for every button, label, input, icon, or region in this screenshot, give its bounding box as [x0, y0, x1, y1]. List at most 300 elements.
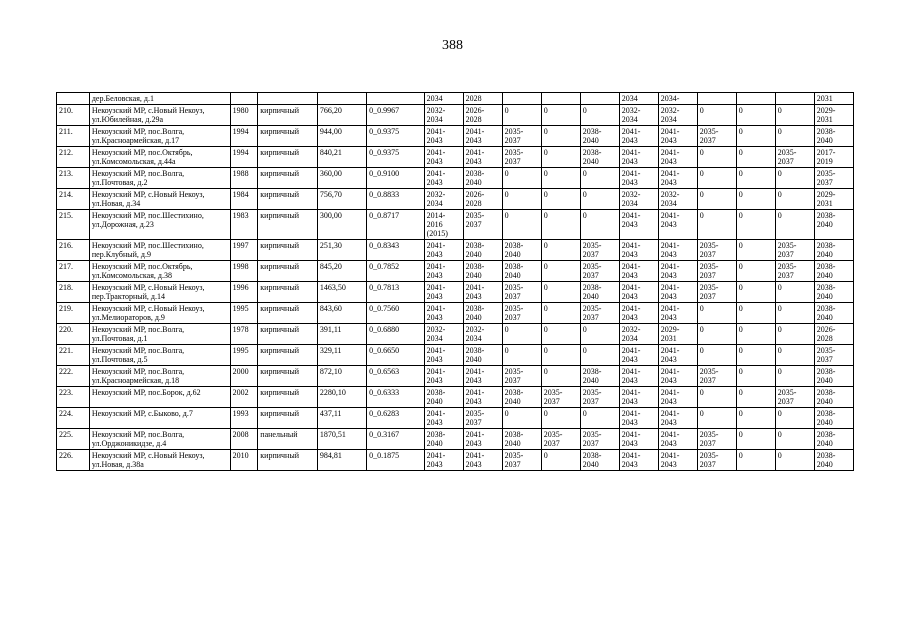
cell-work-9: 0 [736, 126, 775, 147]
cell-work-2: 2038-2040 [463, 303, 502, 324]
cell-work-3: 2035-2037 [502, 282, 541, 303]
cell-work-7: 2041-2043 [658, 147, 697, 168]
cell-work-4: 0 [541, 168, 580, 189]
cell-coef: 0_0.8343 [367, 240, 425, 261]
cell-work-8: 2035-2037 [697, 282, 736, 303]
cell-work-7: 2041-2043 [658, 345, 697, 366]
cell-work-10: 0 [775, 282, 814, 303]
cell-work-5: 2035-2037 [580, 261, 619, 282]
cell-work-2: 2041-2043 [463, 429, 502, 450]
cell-material: кирпичный [258, 387, 318, 408]
cell-coef: 0_0.9375 [367, 147, 425, 168]
cell-year: 2008 [230, 429, 258, 450]
cell-work-8: 0 [697, 147, 736, 168]
cell-material: кирпичный [258, 324, 318, 345]
cell-work-8: 2035-2037 [697, 126, 736, 147]
cell-coef: 0_0.9967 [367, 105, 425, 126]
cell-coef: 0_0.6650 [367, 345, 425, 366]
table-row-continued [57, 93, 854, 105]
cell-work-2: 2041-2043 [463, 387, 502, 408]
cell-work-9: 0 [736, 366, 775, 387]
cell-material: кирпичный [258, 240, 318, 261]
cell-work-11: 2038-2040 [814, 282, 853, 303]
cell-work-6: 2034 [619, 93, 658, 105]
page-number: 388 [442, 38, 463, 53]
cell-work-3: 0 [502, 345, 541, 366]
cell-num: 224. [57, 408, 90, 429]
cell-work-4: 0 [541, 366, 580, 387]
cell-work-2: 2035-2037 [463, 210, 502, 240]
cell-work-10: 2035-2037 [775, 147, 814, 168]
cell-work-9: 0 [736, 210, 775, 240]
cell-work-9: 0 [736, 105, 775, 126]
cell-work-2: 2028 [463, 93, 502, 105]
cell-coef: 0_0.7813 [367, 282, 425, 303]
cell-work-11: 2017-2019 [814, 147, 853, 168]
cell-work-3: 2035-2037 [502, 147, 541, 168]
cell-work-4: 2035-2037 [541, 429, 580, 450]
cell-material: кирпичный [258, 366, 318, 387]
cell-work-11: 2038-2040 [814, 303, 853, 324]
cell-coef: 0_0.9375 [367, 126, 425, 147]
cell-work-10: 2035-2037 [775, 387, 814, 408]
cell-work-1: 2014-2016 (2015) [424, 210, 463, 240]
table-row [57, 303, 854, 324]
cell-work-11: 2038-2040 [814, 450, 853, 471]
cell-address: Некоузский МР, пос.Борок, д.62 [89, 387, 230, 408]
cell-area: 944,00 [317, 126, 366, 147]
cell-work-5: 2038-2040 [580, 366, 619, 387]
cell-coef: 0_0.8833 [367, 189, 425, 210]
cell-work-11: 2026-2028 [814, 324, 853, 345]
cell-work-5: 0 [580, 105, 619, 126]
cell-work-4: 0 [541, 408, 580, 429]
cell-work-6: 2041-2043 [619, 429, 658, 450]
cell-work-11: 2031 [814, 93, 853, 105]
cell-year: 1996 [230, 282, 258, 303]
cell-work-8: 0 [697, 345, 736, 366]
cell-work-7: 2041-2043 [658, 303, 697, 324]
table-row [57, 105, 854, 126]
cell-work-5: 0 [580, 210, 619, 240]
table-body [57, 93, 854, 471]
cell-work-2: 2041-2043 [463, 450, 502, 471]
cell-work-2: 2041-2043 [463, 282, 502, 303]
cell-work-8: 0 [697, 105, 736, 126]
cell-area: 391,11 [317, 324, 366, 345]
cell-work-6: 2041-2043 [619, 408, 658, 429]
cell-work-3: 0 [502, 408, 541, 429]
cell-area: 756,70 [317, 189, 366, 210]
cell-work-10: 0 [775, 126, 814, 147]
cell-address: Некоузский МР, пос.Волга, ул.Красноармейская, д.18 [89, 366, 230, 387]
cell-work-10: 0 [775, 366, 814, 387]
cell-area: 843,60 [317, 303, 366, 324]
cell-work-9: 0 [736, 387, 775, 408]
table-row [57, 147, 854, 168]
cell-work-1: 2041-2043 [424, 240, 463, 261]
cell-address: Некоузский МР, с.Новый Некоуз, ул.Юбилейная, д.29а [89, 105, 230, 126]
cell-work-3: 0 [502, 324, 541, 345]
cell-work-4: 0 [541, 345, 580, 366]
cell-material: кирпичный [258, 450, 318, 471]
cell-work-6: 2041-2043 [619, 345, 658, 366]
cell-address: Некоузский МР, пос.Волга, ул.Красноармейская, д.17 [89, 126, 230, 147]
cell-work-3: 0 [502, 189, 541, 210]
cell-work-2: 2035-2037 [463, 408, 502, 429]
cell-work-3 [502, 93, 541, 105]
cell-address: Некоузский МР, пос.Октябрь, ул.Комсомольская, д.44а [89, 147, 230, 168]
cell-work-1: 2038-2040 [424, 387, 463, 408]
cell-material: кирпичный [258, 210, 318, 240]
cell-area: 1870,51 [317, 429, 366, 450]
cell-work-10: 0 [775, 105, 814, 126]
cell-work-4: 0 [541, 450, 580, 471]
cell-work-11: 2038-2040 [814, 261, 853, 282]
cell-material: кирпичный [258, 126, 318, 147]
cell-work-10: 0 [775, 303, 814, 324]
cell-work-9: 0 [736, 282, 775, 303]
cell-work-3: 2035-2037 [502, 126, 541, 147]
cell-work-9: 0 [736, 261, 775, 282]
cell-num: 214. [57, 189, 90, 210]
cell-work-5: 2035-2037 [580, 429, 619, 450]
cell-work-2: 2032-2034 [463, 324, 502, 345]
cell-work-4: 0 [541, 261, 580, 282]
cell-work-8: 2035-2037 [697, 240, 736, 261]
cell-work-1: 2041-2043 [424, 147, 463, 168]
cell-work-4: 0 [541, 324, 580, 345]
cell-work-2: 2041-2043 [463, 147, 502, 168]
table-row [57, 366, 854, 387]
cell-num: 217. [57, 261, 90, 282]
cell-work-3: 2035-2037 [502, 450, 541, 471]
cell-work-9: 0 [736, 324, 775, 345]
cell-num: 213. [57, 168, 90, 189]
cell-work-11: 2038-2040 [814, 126, 853, 147]
table-row [57, 429, 854, 450]
cell-work-8: 0 [697, 324, 736, 345]
cell-work-10: 0 [775, 450, 814, 471]
cell-work-10: 0 [775, 324, 814, 345]
cell-year: 2000 [230, 366, 258, 387]
cell-year: 1980 [230, 105, 258, 126]
cell-work-3: 2038-2040 [502, 261, 541, 282]
cell-work-11: 2038-2040 [814, 210, 853, 240]
cell-work-2: 2038-2040 [463, 168, 502, 189]
cell-work-1: 2041-2043 [424, 282, 463, 303]
cell-coef: 0_0.8717 [367, 210, 425, 240]
cell-work-11: 2035-2037 [814, 345, 853, 366]
cell-year: 1984 [230, 189, 258, 210]
cell-coef: 0_0.6333 [367, 387, 425, 408]
cell-work-5: 2035-2037 [580, 240, 619, 261]
cell-work-11: 2038-2040 [814, 387, 853, 408]
cell-work-7: 2041-2043 [658, 240, 697, 261]
cell-work-8: 0 [697, 408, 736, 429]
cell-coef: 0_0.7852 [367, 261, 425, 282]
cell-work-10: 0 [775, 429, 814, 450]
cell-work-1: 2041-2043 [424, 303, 463, 324]
cell-material: кирпичный [258, 408, 318, 429]
cell-work-2: 2038-2040 [463, 261, 502, 282]
cell-work-2: 2041-2043 [463, 126, 502, 147]
cell-work-4: 0 [541, 189, 580, 210]
cell-work-7: 2041-2043 [658, 366, 697, 387]
cell-work-7: 2041-2043 [658, 282, 697, 303]
cell-num: 226. [57, 450, 90, 471]
cell-area: 2280,10 [317, 387, 366, 408]
cell-num: 220. [57, 324, 90, 345]
cell-work-3: 0 [502, 210, 541, 240]
cell-work-4: 0 [541, 147, 580, 168]
cell-work-1: 2041-2043 [424, 168, 463, 189]
cell-work-7: 2041-2043 [658, 261, 697, 282]
cell-work-8: 0 [697, 189, 736, 210]
cell-work-6: 2041-2043 [619, 303, 658, 324]
cell-work-6: 2041-2043 [619, 282, 658, 303]
cell-work-4: 2035-2037 [541, 387, 580, 408]
cell-address: Некоузский МР, пос.Волга, ул.Почтовая, д.5 [89, 345, 230, 366]
cell-work-4: 0 [541, 282, 580, 303]
cell-work-6: 2032-2034 [619, 324, 658, 345]
table-row [57, 240, 854, 261]
cell-work-6: 2032-2034 [619, 105, 658, 126]
cell-address: Некоузский МР, пос.Шестихино, пер.Клубный, д.9 [89, 240, 230, 261]
cell-year: 1978 [230, 324, 258, 345]
cell-area: 872,10 [317, 366, 366, 387]
cell-work-3: 2038-2040 [502, 429, 541, 450]
cell-work-8: 2035-2037 [697, 261, 736, 282]
cell-work-1: 2038-2040 [424, 429, 463, 450]
cell-num: 222. [57, 366, 90, 387]
cell-work-11: 2038-2040 [814, 408, 853, 429]
cell-year: 1995 [230, 345, 258, 366]
cell-coef: 0_0.6563 [367, 366, 425, 387]
cell-work-5: 2038-2040 [580, 126, 619, 147]
cell-address: Некоузский МР, с.Новый Некоуз, пер.Тракторный, д.14 [89, 282, 230, 303]
cell-num: 212. [57, 147, 90, 168]
cell-work-6: 2041-2043 [619, 387, 658, 408]
cell-work-1: 2032-2034 [424, 105, 463, 126]
table-row [57, 345, 854, 366]
cell-work-5: 2038-2040 [580, 450, 619, 471]
cell-work-7: 2032-2034 [658, 105, 697, 126]
cell-area: 1463,50 [317, 282, 366, 303]
cell-coef [367, 93, 425, 105]
table-row [57, 282, 854, 303]
cell-work-8: 2035-2037 [697, 366, 736, 387]
cell-work-8: 0 [697, 303, 736, 324]
cell-address: дер.Беловская, д.1 [89, 93, 230, 105]
cell-work-10: 0 [775, 168, 814, 189]
cell-work-10: 2035-2037 [775, 240, 814, 261]
cell-work-9: 0 [736, 303, 775, 324]
cell-work-8: 0 [697, 168, 736, 189]
cell-address: Некоузский МР, пос.Волга, ул.Почтовая, д.2 [89, 168, 230, 189]
cell-work-4 [541, 93, 580, 105]
cell-work-11: 2029-2031 [814, 189, 853, 210]
cell-area: 300,00 [317, 210, 366, 240]
cell-num: 219. [57, 303, 90, 324]
cell-address: Некоузский МР, пос.Шестихино, ул.Дорожная, д.23 [89, 210, 230, 240]
cell-year: 1994 [230, 126, 258, 147]
cell-work-6: 2041-2043 [619, 126, 658, 147]
cell-work-5 [580, 93, 619, 105]
cell-material: панельный [258, 429, 318, 450]
cell-work-3: 2035-2037 [502, 366, 541, 387]
cell-work-3: 2038-2040 [502, 240, 541, 261]
table-row [57, 408, 854, 429]
cell-year: 1998 [230, 261, 258, 282]
cell-work-7: 2041-2043 [658, 126, 697, 147]
cell-work-5: 2035-2037 [580, 303, 619, 324]
table-row [57, 324, 854, 345]
cell-area: 437,11 [317, 408, 366, 429]
cell-work-9: 0 [736, 240, 775, 261]
cell-material: кирпичный [258, 261, 318, 282]
cell-work-1: 2032-2034 [424, 189, 463, 210]
cell-work-9: 0 [736, 189, 775, 210]
cell-work-6: 2041-2043 [619, 366, 658, 387]
cell-work-3: 2035-2037 [502, 303, 541, 324]
cell-work-7: 2034- [658, 93, 697, 105]
cell-work-11: 2035-2037 [814, 168, 853, 189]
cell-work-3: 0 [502, 168, 541, 189]
cell-work-6: 2041-2043 [619, 261, 658, 282]
cell-year: 1995 [230, 303, 258, 324]
cell-work-6: 2041-2043 [619, 240, 658, 261]
cell-work-1: 2041-2043 [424, 408, 463, 429]
cell-work-8: 0 [697, 387, 736, 408]
cell-area: 840,21 [317, 147, 366, 168]
cell-work-9: 0 [736, 147, 775, 168]
cell-coef: 0_0.3167 [367, 429, 425, 450]
cell-material: кирпичный [258, 105, 318, 126]
cell-num: 221. [57, 345, 90, 366]
cell-coef: 0_0.7560 [367, 303, 425, 324]
cell-work-8: 2035-2037 [697, 429, 736, 450]
cell-work-8: 2035-2037 [697, 450, 736, 471]
cell-work-4: 0 [541, 210, 580, 240]
cell-area: 360,00 [317, 168, 366, 189]
cell-address: Некоузский МР, пос.Волга, ул.Орджоникидзе, д.4 [89, 429, 230, 450]
cell-work-3: 2038-2040 [502, 387, 541, 408]
cell-work-9: 0 [736, 450, 775, 471]
cell-work-9: 0 [736, 345, 775, 366]
cell-work-4: 0 [541, 240, 580, 261]
cell-work-10 [775, 93, 814, 105]
cell-address: Некоузский МР, пос.Октябрь, ул.Комсомольская, д.38 [89, 261, 230, 282]
cell-work-5: 0 [580, 189, 619, 210]
cell-work-7: 2041-2043 [658, 387, 697, 408]
cell-address: Некоузский МР, с.Новый Некоуз, ул.Новая, д.34 [89, 189, 230, 210]
cell-address: Некоузский МР, с.Быково, д.7 [89, 408, 230, 429]
cell-year: 1994 [230, 147, 258, 168]
cell-work-2: 2038-2040 [463, 240, 502, 261]
cell-work-5: 0 [580, 324, 619, 345]
cell-year [230, 93, 258, 105]
cell-area: 251,30 [317, 240, 366, 261]
cell-work-3: 0 [502, 105, 541, 126]
cell-num: 223. [57, 387, 90, 408]
cell-material: кирпичный [258, 345, 318, 366]
cell-work-9: 0 [736, 429, 775, 450]
cell-year: 2010 [230, 450, 258, 471]
cell-work-2: 2041-2043 [463, 366, 502, 387]
cell-year: 1997 [230, 240, 258, 261]
cell-num: 216. [57, 240, 90, 261]
cell-area: 984,81 [317, 450, 366, 471]
cell-work-2: 2038-2040 [463, 345, 502, 366]
table-row [57, 450, 854, 471]
cell-work-6: 2041-2043 [619, 147, 658, 168]
cell-year: 1993 [230, 408, 258, 429]
cell-work-11: 2038-2040 [814, 366, 853, 387]
cell-address: Некоузский МР, пос.Волга, ул.Почтовая, д.1 [89, 324, 230, 345]
cell-coef: 0_0.6880 [367, 324, 425, 345]
cell-work-11: 2038-2040 [814, 429, 853, 450]
cell-work-1: 2041-2043 [424, 345, 463, 366]
cell-work-4: 0 [541, 126, 580, 147]
cell-work-10: 0 [775, 210, 814, 240]
table-row [57, 387, 854, 408]
cell-material [258, 93, 318, 105]
cell-work-10: 2035-2037 [775, 261, 814, 282]
cell-work-1: 2032-2034 [424, 324, 463, 345]
cell-area: 329,11 [317, 345, 366, 366]
cell-work-5: 0 [580, 345, 619, 366]
cell-year: 1988 [230, 168, 258, 189]
cell-work-5: 2038-2040 [580, 282, 619, 303]
cell-work-4: 0 [541, 303, 580, 324]
cell-work-11: 2029-2031 [814, 105, 853, 126]
cell-work-10: 0 [775, 408, 814, 429]
cell-work-9: 0 [736, 408, 775, 429]
cell-work-6: 2041-2043 [619, 450, 658, 471]
cell-area [317, 93, 366, 105]
cell-work-1: 2041-2043 [424, 126, 463, 147]
cell-work-7: 2041-2043 [658, 429, 697, 450]
cell-num [57, 93, 90, 105]
cell-work-11: 2038-2040 [814, 240, 853, 261]
cell-work-5: 0 [580, 408, 619, 429]
cell-address: Некоузский МР, с.Новый Некоуз, ул.Новая, д.38а [89, 450, 230, 471]
cell-work-10: 0 [775, 189, 814, 210]
cell-num: 225. [57, 429, 90, 450]
cell-work-5: 2038-2040 [580, 147, 619, 168]
cell-work-7: 2041-2043 [658, 450, 697, 471]
cell-work-7: 2032-2034 [658, 189, 697, 210]
cell-work-2: 2026-2028 [463, 189, 502, 210]
cell-work-6: 2041-2043 [619, 210, 658, 240]
cell-num: 210. [57, 105, 90, 126]
cell-material: кирпичный [258, 168, 318, 189]
cell-material: кирпичный [258, 189, 318, 210]
cell-year: 1983 [230, 210, 258, 240]
cell-work-9: 0 [736, 168, 775, 189]
cell-work-1: 2041-2043 [424, 261, 463, 282]
cell-coef: 0_0.1875 [367, 450, 425, 471]
table-row [57, 126, 854, 147]
housing-register-table [56, 92, 854, 471]
cell-work-9 [736, 93, 775, 105]
cell-work-6: 2032-2034 [619, 189, 658, 210]
cell-material: кирпичный [258, 282, 318, 303]
cell-work-5: 2035-2037 [580, 387, 619, 408]
cell-work-10: 0 [775, 345, 814, 366]
cell-work-8 [697, 93, 736, 105]
